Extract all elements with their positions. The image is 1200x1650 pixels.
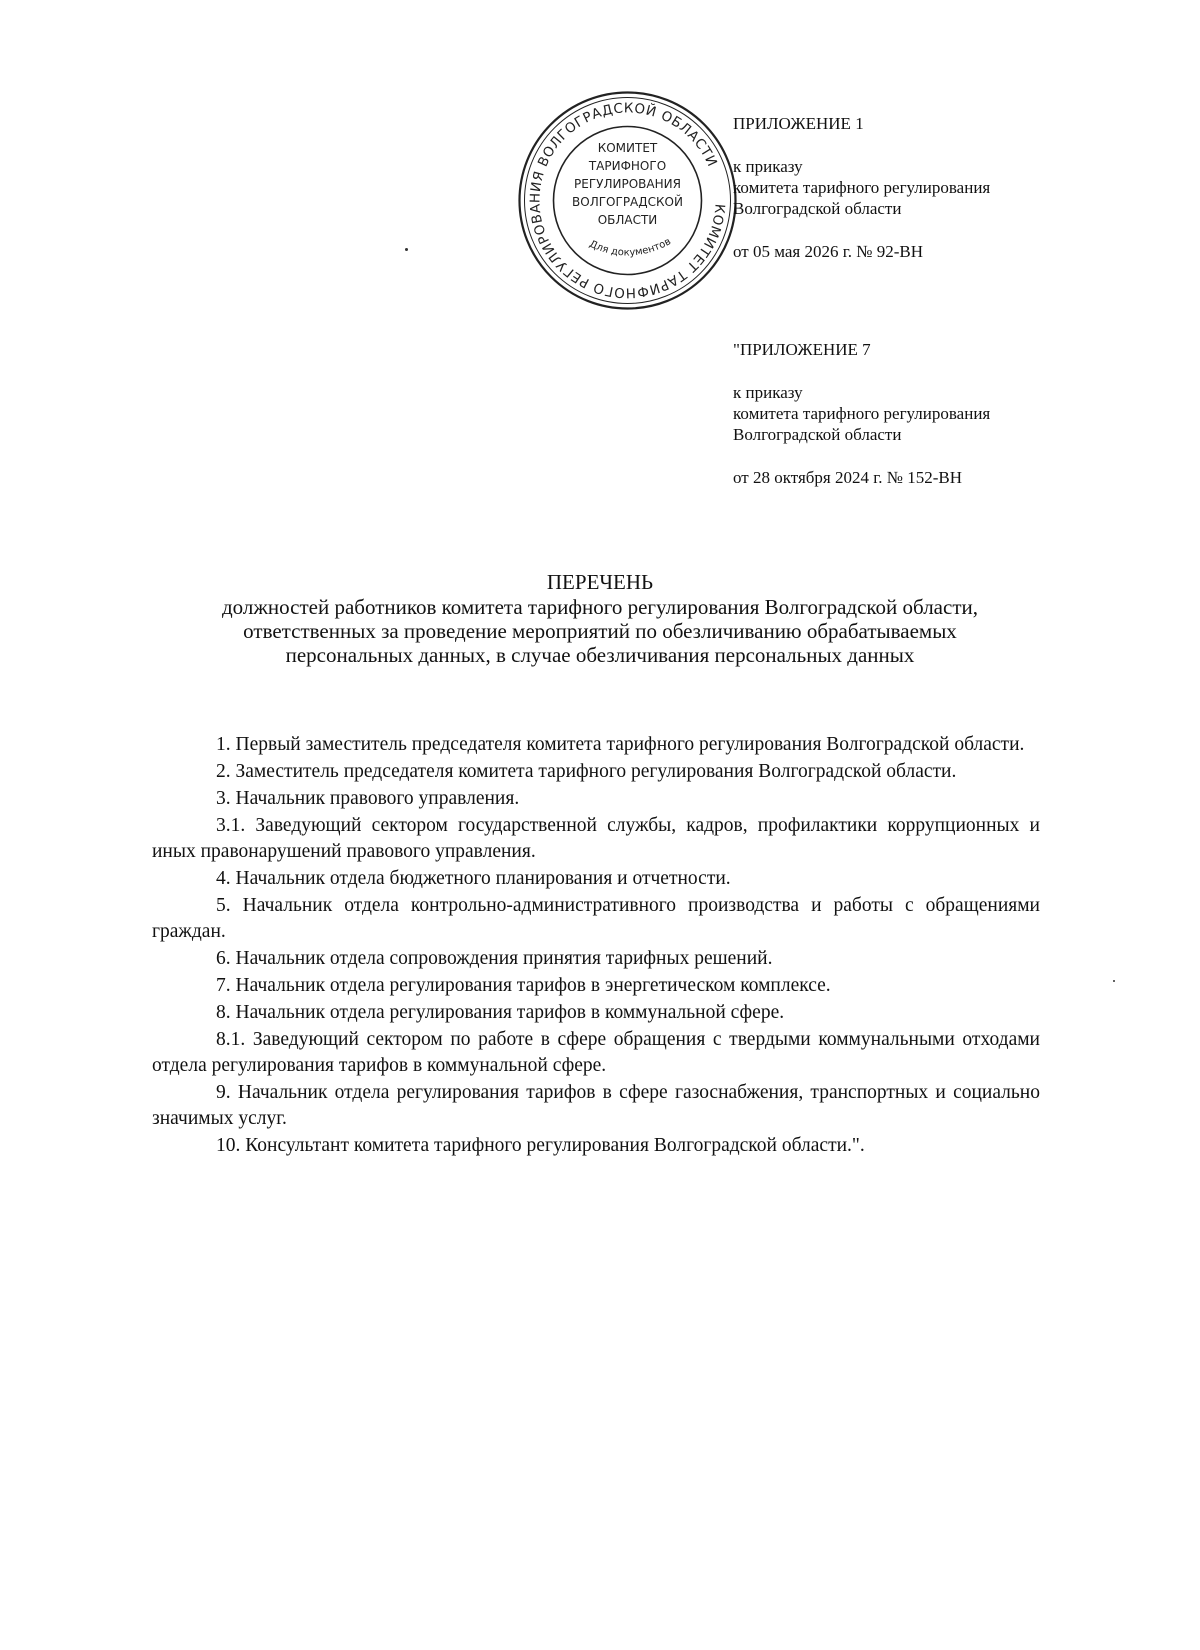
appendix-7-line: комитета тарифного регулирования [733, 404, 991, 423]
scan-speck [1113, 980, 1115, 982]
appendix-7-line: к приказу [733, 383, 803, 402]
stamp-bottom-text: Для документов [587, 236, 673, 259]
document-subtitle-line: должностей работников комитета тарифного регулирования Волгоградской области, [222, 595, 978, 619]
list-item: 2. Заместитель председателя комитета тарифного регулирования Волгоградской области. [216, 761, 957, 782]
appendix-1-block [733, 113, 990, 262]
appendix-1-date: от 05 мая 2026 г. № 92-ВН [733, 242, 924, 261]
document-subtitle-line: ответственных за проведение мероприятий по обезличиванию обрабатываемых [243, 619, 957, 643]
list-item: 7. Начальник отдела регулирования тарифов в энергетическом комплексе. [216, 975, 831, 996]
document-title: ПЕРЕЧЕНЬ [546, 570, 654, 594]
stamp-center-line: ОБЛАСТИ [597, 213, 658, 227]
document-title-block [140, 570, 1060, 667]
list-item: 5. Начальник отдела контрольно-административного производства и работы с обращениями граждан. [152, 895, 1040, 942]
document-subtitle-line: персональных данных, в случае обезличивания персональных данных [285, 643, 915, 667]
appendix-1-line: к приказу [733, 157, 803, 176]
stamp-center-line: КОМИТЕТ [597, 141, 658, 155]
list-item: 9. Начальник отдела регулирования тарифов в сфере газоснабжения, транспортных и социально значимых услуг. [152, 1082, 1040, 1129]
appendix-7-block [733, 339, 990, 488]
appendix-7-date: от 28 октября 2024 г. № 152-ВН [733, 468, 963, 487]
appendix-7-line: Волгоградской области [733, 425, 902, 444]
positions-list [152, 732, 1040, 1160]
appendix-7-heading: "ПРИЛОЖЕНИЕ 7 [733, 340, 871, 359]
list-item: 10. Консультант комитета тарифного регулирования Волгоградской области.". [216, 1135, 865, 1156]
stamp-center-line: РЕГУЛИРОВАНИЯ [574, 177, 681, 191]
list-item: 4. Начальник отдела бюджетного планирования и отчетности. [216, 868, 731, 889]
list-item: 8. Начальник отдела регулирования тарифов в коммунальной сфере. [216, 1002, 785, 1023]
appendix-1-heading: ПРИЛОЖЕНИЕ 1 [733, 114, 864, 133]
list-item: 8.1. Заведующий сектором по работе в сфере обращения с твердыми коммунальными отходами отдела регулирования тарифов в коммунальной сфере. [152, 1029, 1040, 1076]
stamp-ring-text: КОМИТЕТ ТАРИФНОГО РЕГУЛИРОВАНИЯ ВОЛГОГРАДСКОЙ ОБЛАСТИ [527, 100, 728, 301]
stamp-center-line: ВОЛГОГРАДСКОЙ [572, 195, 683, 209]
scan-speck [405, 248, 408, 251]
svg-text:Для документов [587, 236, 673, 258]
appendix-1-line: Волгоградской области [733, 199, 902, 218]
appendix-1-line: комитета тарифного регулирования [733, 178, 991, 197]
stamp-center-line: ТАРИФНОГО [588, 159, 667, 173]
list-item: 1. Первый заместитель председателя комитета тарифного регулирования Волгоградской области. [216, 734, 1025, 755]
list-item: 6. Начальник отдела сопровождения принятия тарифных решений. [216, 948, 773, 969]
list-item: 3.1. Заведующий сектором государственной службы, кадров, профилактики коррупционных и иных правонарушений правового управления. [152, 815, 1040, 862]
list-item: 3. Начальник правового управления. [216, 788, 520, 809]
official-stamp [515, 88, 740, 313]
